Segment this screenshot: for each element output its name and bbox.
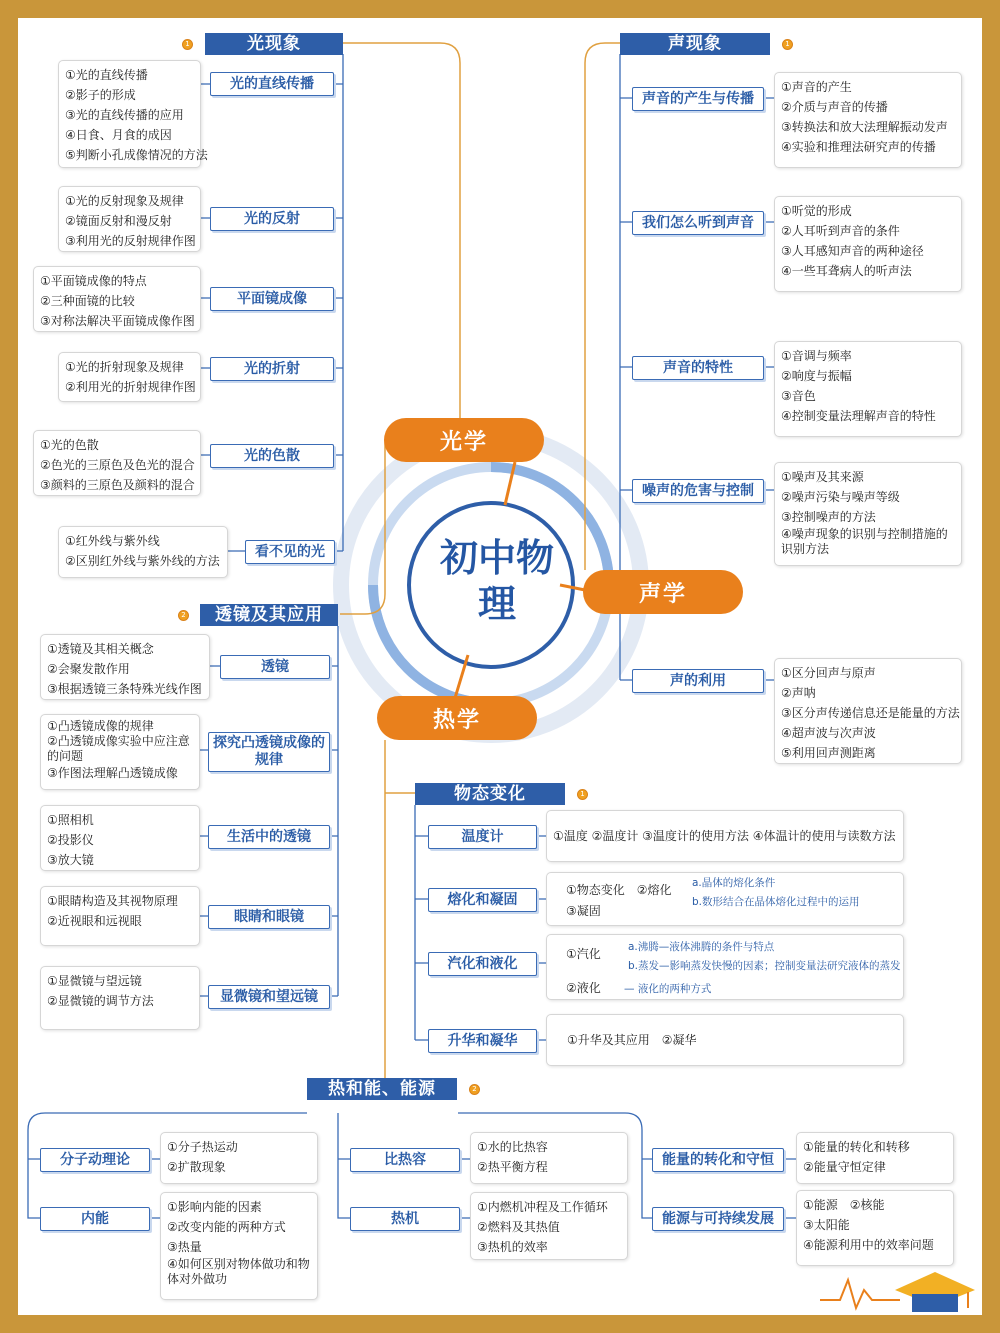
detail-invisible-light: ①红外线与紫外线 ②区别红外线与紫外线的方法	[58, 526, 228, 578]
node-sound-use[interactable]: 声的利用	[632, 669, 764, 693]
detail-sound-production: ①声音的产生 ②介质与声音的传播 ③转换法和放大法理解振动发声 ④实验和推理法研究声的传播	[774, 72, 962, 168]
detail-lens: ①透镜及其相关概念 ②会聚发散作用 ③根据透镜三条特殊光线作图	[40, 634, 210, 700]
melting-line-1: ①物态变化 ②熔化	[566, 883, 672, 897]
detail-dispersion: ①光的色散 ②色光的三原色及色光的混合 ③颜料的三原色及颜料的混合	[33, 430, 201, 496]
detail-convex-imaging: ①凸透镜成像的规律 ②凸透镜成像实验中应注意的问题 ③作图法理解凸透镜成像	[40, 714, 200, 790]
detail-internal-energy: ①影响内能的因素 ②改变内能的两种方式 ③热量 ④如何区别对物体做功和物体对外做功	[160, 1192, 318, 1300]
graduation-cap-icon	[895, 1272, 975, 1312]
branch-acoustics[interactable]: 声学	[583, 570, 743, 614]
node-heat-engine[interactable]: 热机	[350, 1207, 460, 1231]
node-molecular-theory[interactable]: 分子动理论	[40, 1148, 150, 1172]
detail-molecular-theory: ①分子热运动 ②扩散现象	[160, 1132, 318, 1184]
node-plane-mirror[interactable]: 平面镜成像	[210, 287, 334, 311]
node-thermometer[interactable]: 温度计	[428, 825, 537, 849]
detail-sound-properties: ①音调与频率 ②响度与振幅 ③音色 ④控制变量法理解声音的特性	[774, 341, 962, 437]
node-specific-heat[interactable]: 比热容	[350, 1148, 460, 1172]
section-dot-state: 1	[577, 789, 588, 800]
section-dot-energy: 2	[469, 1084, 480, 1095]
node-dispersion[interactable]: 光的色散	[210, 444, 334, 468]
detail-light-refraction: ①光的折射现象及规律 ②利用光的折射规律作图	[58, 352, 201, 402]
node-light-reflection[interactable]: 光的反射	[210, 207, 334, 231]
detail-eye-glasses: ①眼睛构造及其视物原理 ②近视眼和远视眼	[40, 886, 200, 946]
center-title: 初中物理	[439, 535, 554, 626]
branch-thermal[interactable]: 热学	[377, 696, 537, 740]
section-lens[interactable]: 透镜及其应用	[200, 604, 338, 626]
vapor-line-2: ②液化	[566, 981, 601, 995]
node-hearing[interactable]: 我们怎么听到声音	[632, 211, 764, 235]
vapor-line-1: ①汽化	[566, 947, 601, 961]
section-dot-light: 1	[182, 39, 193, 50]
section-dot-lens: 2	[178, 610, 189, 621]
detail-thermometer: ①温度 ②温度计 ③温度计的使用方法 ④体温计的使用与读数方法	[546, 810, 904, 862]
node-microscope-telescope[interactable]: 显微镜和望远镜	[208, 985, 330, 1009]
detail-noise-control: ①噪声及其来源 ②噪声污染与噪声等级 ③控制噪声的方法 ④噪声现象的识别与控制措施的识别方法	[774, 462, 962, 566]
detail-light-reflection: ①光的反射现象及规律 ②镜面反射和漫反射 ③利用光的反射规律作图	[58, 186, 201, 252]
section-heat-energy[interactable]: 热和能、能源	[307, 1078, 457, 1100]
detail-energy-sustainable: ①能源 ②核能 ③太阳能 ④能源利用中的效率问题	[796, 1190, 954, 1266]
detail-light-straight: ①光的直线传播 ②影子的形成 ③光的直线传播的应用 ④日食、月食的成因 ⑤判断小孔成像情况的方法	[58, 60, 201, 168]
node-sound-production[interactable]: 声音的产生与传播	[632, 87, 764, 111]
node-lens-in-life[interactable]: 生活中的透镜	[208, 825, 330, 849]
node-internal-energy[interactable]: 内能	[40, 1207, 150, 1231]
melting-sub-a: a.晶体的熔化条件	[692, 877, 776, 889]
vapor-sub-a: a.沸腾—液体沸腾的条件与特点	[628, 941, 775, 953]
vapor-sub-c: — 液化的两种方式	[624, 983, 712, 995]
detail-heat-engine: ①内燃机冲程及工作循环 ②燃料及其热值 ③热机的效率	[470, 1192, 628, 1260]
melting-line-2: ③凝固	[566, 904, 601, 918]
node-convex-imaging[interactable]: 探究凸透镜成像的规律	[208, 732, 330, 772]
node-energy-conservation[interactable]: 能量的转化和守恒	[652, 1148, 784, 1172]
node-sound-properties[interactable]: 声音的特性	[632, 356, 764, 380]
detail-plane-mirror: ①平面镜成像的特点 ②三种面镜的比较 ③对称法解决平面镜成像作图	[33, 266, 201, 332]
branch-optics[interactable]: 光学	[384, 418, 544, 462]
detail-specific-heat: ①水的比热容 ②热平衡方程	[470, 1132, 628, 1184]
detail-hearing: ①听觉的形成 ②人耳听到声音的条件 ③人耳感知声音的两种途径 ④一些耳聋病人的听声法	[774, 196, 962, 292]
detail-lens-in-life: ①照相机 ②投影仪 ③放大镜	[40, 805, 200, 871]
melting-sub-b: b.数形结合在晶体熔化过程中的运用	[692, 896, 860, 908]
node-sublimation[interactable]: 升华和凝华	[428, 1029, 537, 1053]
node-light-refraction[interactable]: 光的折射	[210, 357, 334, 381]
node-noise-control[interactable]: 噪声的危害与控制	[632, 479, 764, 503]
section-sound-phenomena[interactable]: 声现象	[620, 33, 770, 55]
section-dot-sound: 1	[782, 39, 793, 50]
section-light-phenomena[interactable]: 光现象	[205, 33, 343, 55]
node-melting[interactable]: 熔化和凝固	[428, 888, 537, 912]
detail-energy-conservation: ①能量的转化和转移 ②能量守恒定律	[796, 1132, 954, 1184]
detail-microscope-telescope: ①显微镜与望远镜 ②显微镜的调节方法	[40, 966, 200, 1030]
detail-sound-use: ①区分回声与原声 ②声呐 ③区分声传递信息还是能量的方法 ④超声波与次声波 ⑤利用回声测距离	[774, 658, 962, 764]
node-vaporization[interactable]: 汽化和液化	[428, 952, 537, 976]
detail-sublimation: ①升华及其应用 ②凝华	[546, 1014, 904, 1066]
section-state-change[interactable]: 物态变化	[415, 783, 565, 805]
vapor-sub-b: b.蒸发—影响蒸发快慢的因素；控制变量法研究液体的蒸发	[628, 960, 901, 972]
node-energy-sustainable[interactable]: 能源与可持续发展	[652, 1207, 784, 1231]
node-lens[interactable]: 透镜	[220, 655, 330, 679]
node-light-straight[interactable]: 光的直线传播	[210, 72, 334, 96]
node-invisible-light[interactable]: 看不见的光	[245, 540, 335, 564]
node-eye-glasses[interactable]: 眼睛和眼镜	[208, 905, 330, 929]
